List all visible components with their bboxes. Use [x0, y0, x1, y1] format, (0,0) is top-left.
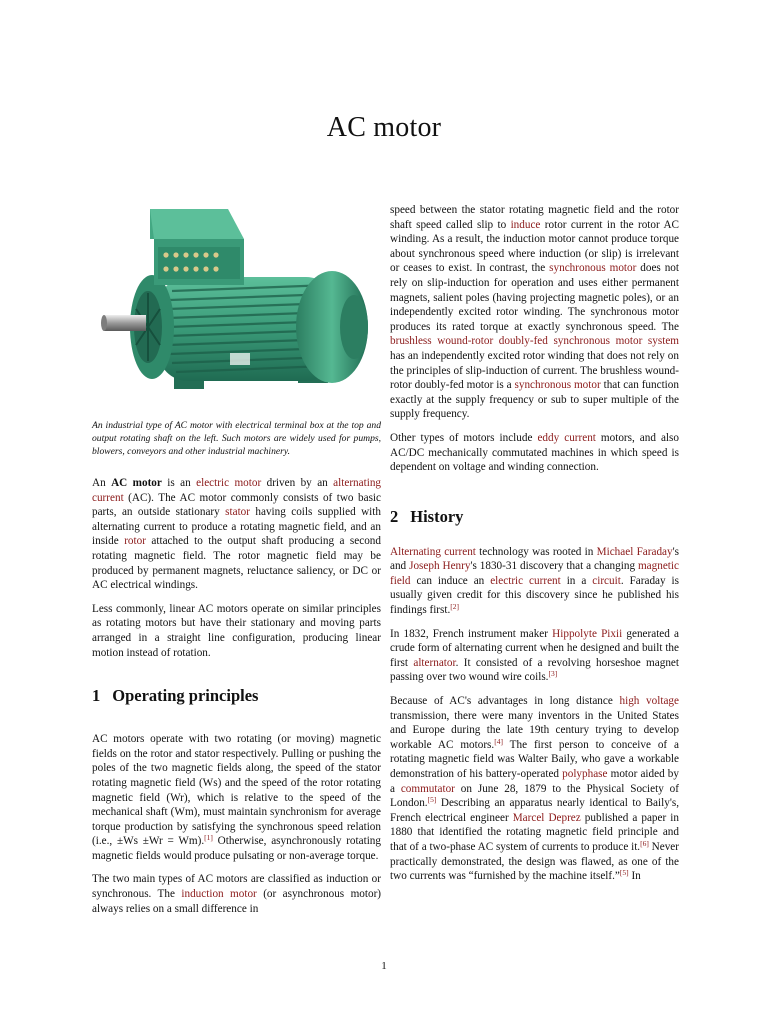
text-run: In — [628, 870, 641, 883]
citation-link[interactable]: [3] — [548, 669, 558, 679]
text-run: The first person to conceive of a rotating magnetic field was Walter Baily, who gave a workable demonstration of his battery-operated — [390, 738, 679, 780]
body-paragraph — [390, 545, 679, 618]
text-run: 's and — [390, 545, 679, 573]
motor-figure — [92, 203, 381, 411]
section-number: 2 — [390, 506, 399, 526]
text-run: Less commonly, linear AC motors operate on similar principles as rotating motors but have their stationary and moving parts arranged in a straight line configuration, producing linear motion instead of rotation. — [92, 602, 381, 659]
wiki-link[interactable]: alternator — [413, 656, 456, 669]
page-number: 1 — [381, 960, 387, 972]
text-run: . It consisted of a revolving horseshoe magnet passing over two wound wire coils. — [390, 656, 679, 684]
wiki-link[interactable]: induction motor — [181, 888, 257, 901]
text-run: The two main types of AC motors are classified as induction or synchronous. The — [92, 873, 381, 901]
bold-term: AC motor — [111, 477, 162, 489]
section-heading-history — [390, 507, 679, 527]
text-run: published a paper in 1880 that identified the rotating magnetic field principle and that of a two-phase AC system of currents to produce it. — [390, 811, 679, 853]
wiki-link[interactable]: commutator — [400, 782, 455, 795]
wiki-link[interactable]: Marcel Deprez — [512, 811, 581, 824]
text-run: In 1832, French instrument maker — [390, 627, 553, 640]
text-run: can induce an — [410, 574, 491, 587]
text-run: transmission, there were many inventors in the United States and Europe during the late 19th century trying to develop workable AC motors. — [390, 709, 679, 751]
text-run: motor aided by a — [390, 768, 679, 795]
citation-link[interactable]: [6] — [640, 838, 649, 848]
body-paragraph — [92, 602, 381, 660]
wiki-link[interactable]: alternating current — [92, 477, 382, 504]
wiki-link[interactable]: eddy current — [537, 431, 596, 444]
section-title: Operating principles — [112, 686, 259, 706]
body-paragraph — [92, 872, 381, 916]
text-run: in a — [560, 574, 593, 587]
left-column — [92, 203, 381, 925]
text-run: 's 1830-31 discovery that a changing — [470, 560, 638, 573]
section-title: History — [410, 506, 464, 526]
text-run: . Faraday is usually given credit for this discovery since he published his findings first. — [390, 574, 680, 617]
body-paragraph — [390, 203, 679, 422]
citation-link[interactable]: [1] — [204, 833, 213, 843]
text-run: (AC). The AC motor commonly consists of two basic parts, an outside stationary — [92, 491, 381, 519]
text-run: is an — [161, 477, 197, 489]
text-run: on June 28, 1879 to the Physical Society of London. — [390, 782, 679, 810]
operating-principles-paragraphs — [92, 732, 381, 916]
citation-link[interactable]: [4] — [494, 736, 503, 746]
wiki-link[interactable]: Alternating current — [390, 545, 476, 558]
history-paragraphs — [390, 545, 679, 884]
page-title: AC motor — [326, 112, 442, 143]
body-paragraph — [92, 476, 381, 593]
citation-link[interactable]: [5] — [427, 795, 437, 805]
text-run: Describing an apparatus nearly identical to Baily's, French electrical engineer — [390, 797, 679, 824]
wiki-link[interactable]: Hippolyte Pixii — [552, 627, 623, 640]
body-paragraph — [92, 732, 381, 863]
section-number: 1 — [92, 686, 101, 706]
wiki-link[interactable]: stator — [225, 506, 250, 519]
wiki-link[interactable]: induce — [510, 218, 541, 231]
citation-link[interactable]: [2] — [450, 602, 460, 612]
continued-paragraphs — [390, 203, 679, 475]
text-run: An — [92, 477, 112, 489]
wiki-link[interactable]: Michael Faraday — [596, 545, 673, 558]
text-run: rotor current in the rotor AC winding. As a result, the induction motor cannot produce torque about synchronous speed where induction (or slip) is irrelevant or ceases to exist. In contrast, the — [390, 218, 680, 275]
figure-caption: An industrial type of AC motor with electrical terminal box at the top and output rotating shaft on the left. Such motors are widely used for pumps, blowers, conveyors and other industrial machinery. — [92, 420, 381, 457]
text-run: driven by an — [261, 477, 334, 489]
text-run: that can function exactly at the supply frequency or sub to super multiple of the supply frequency. — [390, 379, 679, 421]
wiki-link[interactable]: electric motor — [196, 477, 262, 489]
body-paragraph — [390, 431, 679, 475]
wiki-link[interactable]: electric current — [490, 574, 561, 587]
text-run: attached to the output shaft producing a second rotating magnetic field. The rotor magnetic field may be produced by permanent magnets, reluctance saliency, or DC or AC electrical windings. — [92, 535, 381, 592]
text-run: motors, and also AC/DC mechanically commutated machines in which speed is dependent on voltage and winding connection. — [390, 431, 679, 474]
body-paragraph — [390, 694, 679, 884]
text-run: (or asynchronous motor) always relies on a small difference in — [92, 888, 382, 915]
wiki-link[interactable]: circuit — [592, 574, 621, 587]
text-run: does not rely on slip-induction for operation and uses either permanent magnets, salient poles (having projecting magnetic poles), or an independently excited rotor winding. The synchronous motor produces its rated torque at exactly synchronous speed. The — [390, 262, 679, 333]
wiki-link[interactable]: Joseph Henry — [409, 560, 471, 573]
text-run: has an independently excited rotor winding that does not rely on the principles of slip-induction of current. The brushless wound-rotor doubly-fed motor is a — [390, 349, 679, 392]
ac-motor-illustration-icon — [92, 203, 381, 411]
text-run: Otherwise, asynchronously rotating magnetic fields would produce pulsating or non-average torque. — [92, 835, 381, 862]
text-run: speed between the stator rotating magnetic field and the rotor shaft speed called slip to — [390, 204, 679, 231]
wiki-link[interactable]: rotor — [124, 535, 146, 548]
wiki-link[interactable]: high voltage — [619, 695, 679, 708]
text-run: Other types of motors include — [390, 431, 538, 444]
wiki-link[interactable]: synchronous motor — [514, 379, 601, 392]
body-paragraph — [390, 627, 679, 685]
section-heading-operating-principles — [92, 686, 381, 706]
text-run: technology was rooted in — [475, 545, 597, 558]
text-run: generated a crude form of alternating current when he designed and built the first — [390, 627, 679, 669]
text-run: Because of AC's advantages in long distance — [390, 695, 620, 708]
text-run: AC motors operate with two rotating (or moving) magnetic fields on the rotor and stator respectively. Pulling or pushing the poles of the two magnetic fields along, the speed of the stator rotating magnetic field (Ws) and the speed of the rotor rotating magnetic field (Wr), which is relative to the speed of the mechanical shaft (Wm), must maintain synchronism for average torque production by satisfying the synchronous speed relation (i.e., ±Ws ±Wr = Wm). — [92, 733, 381, 848]
right-column — [390, 203, 679, 893]
wiki-link[interactable]: brushless wound-rotor doubly-fed synchronous motor system — [390, 335, 679, 348]
wiki-link[interactable]: synchronous motor — [549, 262, 637, 275]
wiki-link[interactable]: polyphase — [562, 768, 608, 780]
citation-link[interactable]: [5] — [619, 868, 629, 878]
text-run: Never practically demonstrated, the design was flawed, as one of the two currents was “furnished by the machine itself.” — [390, 840, 679, 883]
text-run: having coils supplied with alternating current to produce a rotating magnetic field, and an inside — [92, 506, 381, 548]
wiki-link[interactable]: magnetic field — [390, 560, 679, 587]
intro-paragraphs — [92, 476, 381, 660]
